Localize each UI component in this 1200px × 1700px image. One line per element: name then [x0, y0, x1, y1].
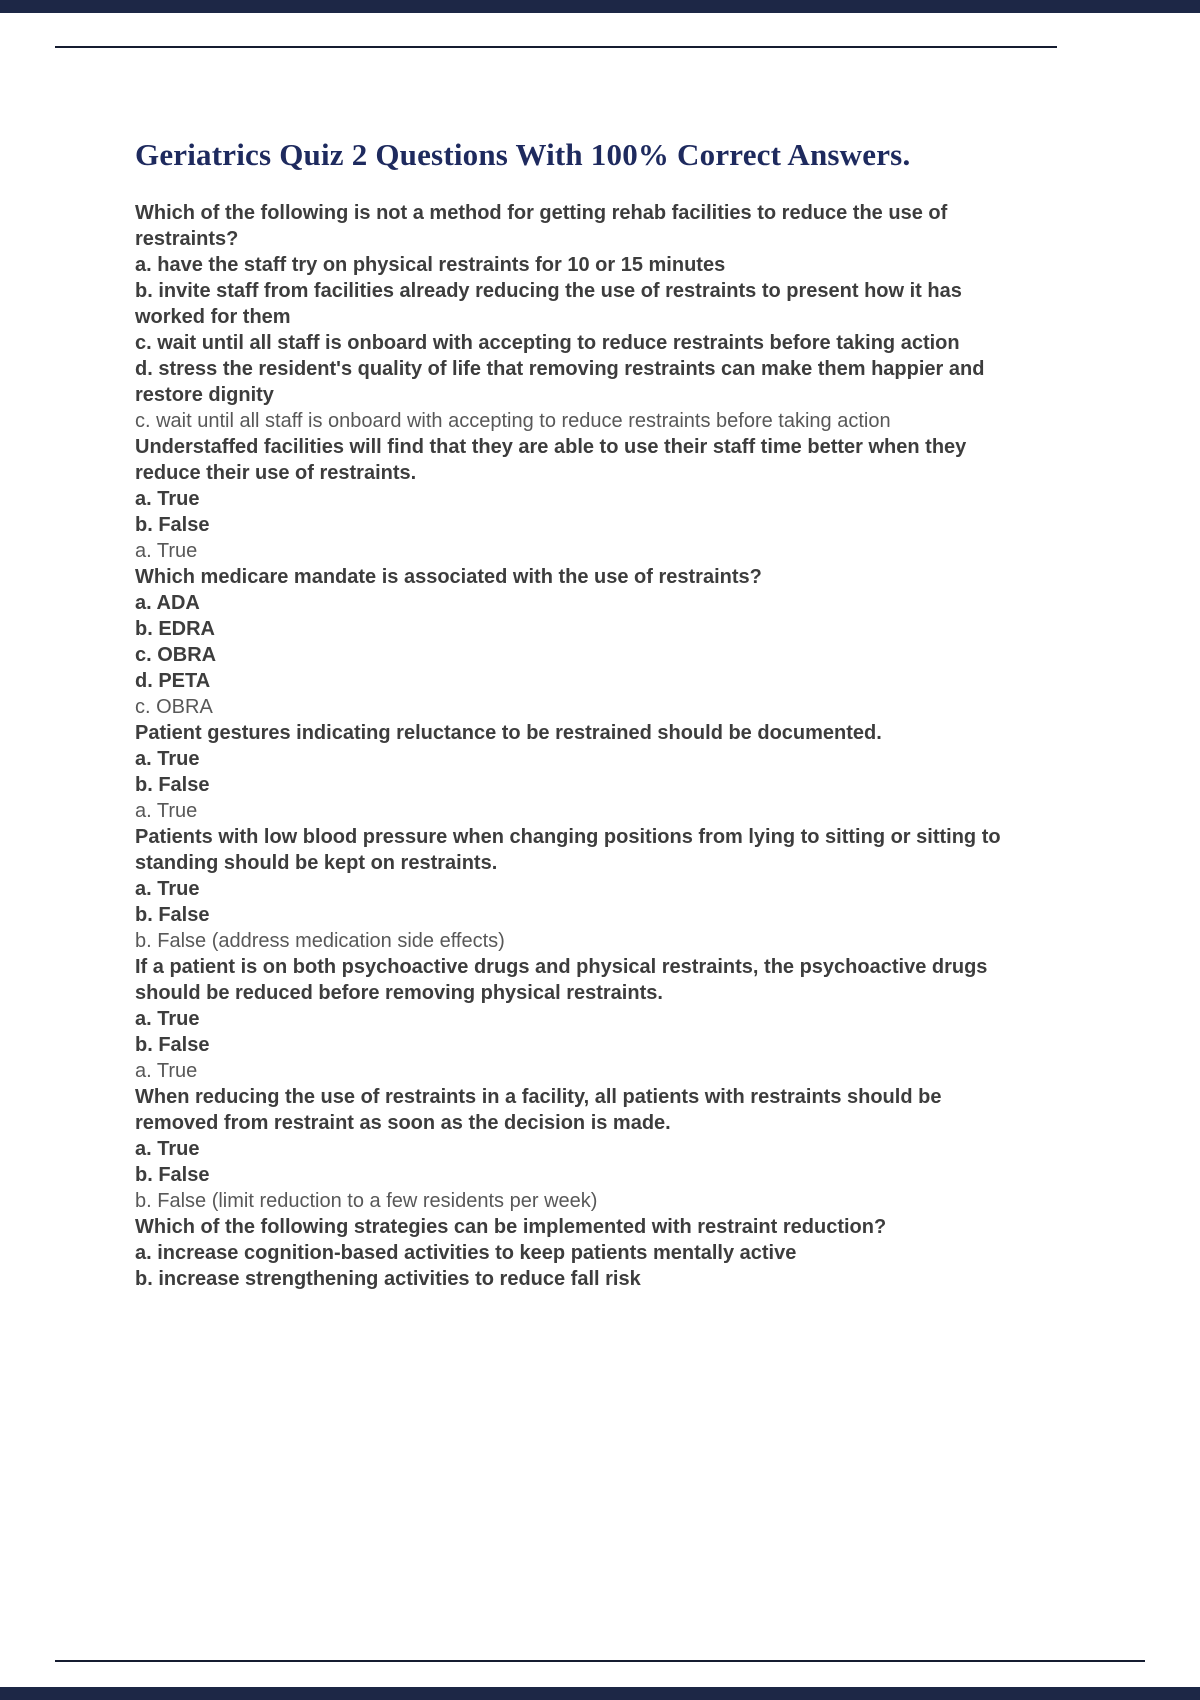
- option-text: b. False: [135, 1164, 210, 1186]
- option-text: a. True: [135, 1138, 200, 1160]
- option-text: b. False: [135, 904, 210, 926]
- option-text: b. False: [135, 1034, 210, 1056]
- question-text: Which of the following strategies can be implemented with restraint reduction?: [135, 1216, 887, 1238]
- top-border-bar: [0, 0, 1200, 13]
- question-text: Patient gestures indicating reluctance to be restrained should be documented.: [135, 722, 882, 744]
- question-text: When reducing the use of restraints in a facility, all patients with restraints should be removed from restraint as soon as the decision is made.: [135, 1086, 942, 1134]
- answer-text: b. False (limit reduction to a few residents per week): [135, 1190, 598, 1212]
- page-title: Geriatrics Quiz 2 Questions With 100% Correct Answers.: [135, 137, 911, 172]
- option-text: b. False: [135, 514, 210, 536]
- answer-text: a. True: [135, 540, 198, 562]
- option-text: d. PETA: [135, 670, 211, 692]
- option-text: c. wait until all staff is onboard with accepting to reduce restraints before taking action: [135, 332, 960, 354]
- quiz-body: [135, 200, 1007, 1292]
- question-text: If a patient is on both psychoactive drugs and physical restraints, the psychoactive drugs should be reduced before removing physical restraints.: [135, 956, 988, 1004]
- question-text: Which medicare mandate is associated with the use of restraints?: [135, 566, 762, 588]
- quiz-content: [135, 48, 1007, 1292]
- answer-text: b. False (address medication side effects): [135, 930, 505, 952]
- option-text: a. True: [135, 748, 200, 770]
- question-text: Patients with low blood pressure when changing positions from lying to sitting or sitting to standing should be kept on restraints.: [135, 826, 1001, 874]
- bottom-border-bar: [0, 1687, 1200, 1700]
- question-text: Understaffed facilities will find that they are able to use their staff time better when they reduce their use of restraints.: [135, 436, 967, 484]
- answer-text: a. True: [135, 1060, 198, 1082]
- option-text: d. stress the resident's quality of life that removing restraints can make them happier and restore dignity: [135, 358, 985, 406]
- answer-text: a. True: [135, 800, 198, 822]
- option-text: a. increase cognition-based activities to keep patients mentally active: [135, 1242, 797, 1264]
- option-text: b. invite staff from facilities already reducing the use of restraints to present how it has worked for them: [135, 280, 962, 328]
- option-text: b. EDRA: [135, 618, 215, 640]
- option-text: a. True: [135, 878, 200, 900]
- option-text: a. True: [135, 1008, 200, 1030]
- option-text: a. True: [135, 488, 200, 510]
- option-text: b. increase strengthening activities to reduce fall risk: [135, 1268, 641, 1290]
- bottom-rule: [55, 1660, 1145, 1662]
- option-text: b. False: [135, 774, 210, 796]
- answer-text: c. wait until all staff is onboard with accepting to reduce restraints before taking action: [135, 410, 891, 432]
- option-text: c. OBRA: [135, 644, 217, 666]
- option-text: a. ADA: [135, 592, 200, 614]
- answer-text: c. OBRA: [135, 696, 213, 718]
- question-text: Which of the following is not a method for getting rehab facilities to reduce the use of restraints?: [135, 202, 948, 250]
- option-text: a. have the staff try on physical restraints for 10 or 15 minutes: [135, 254, 726, 276]
